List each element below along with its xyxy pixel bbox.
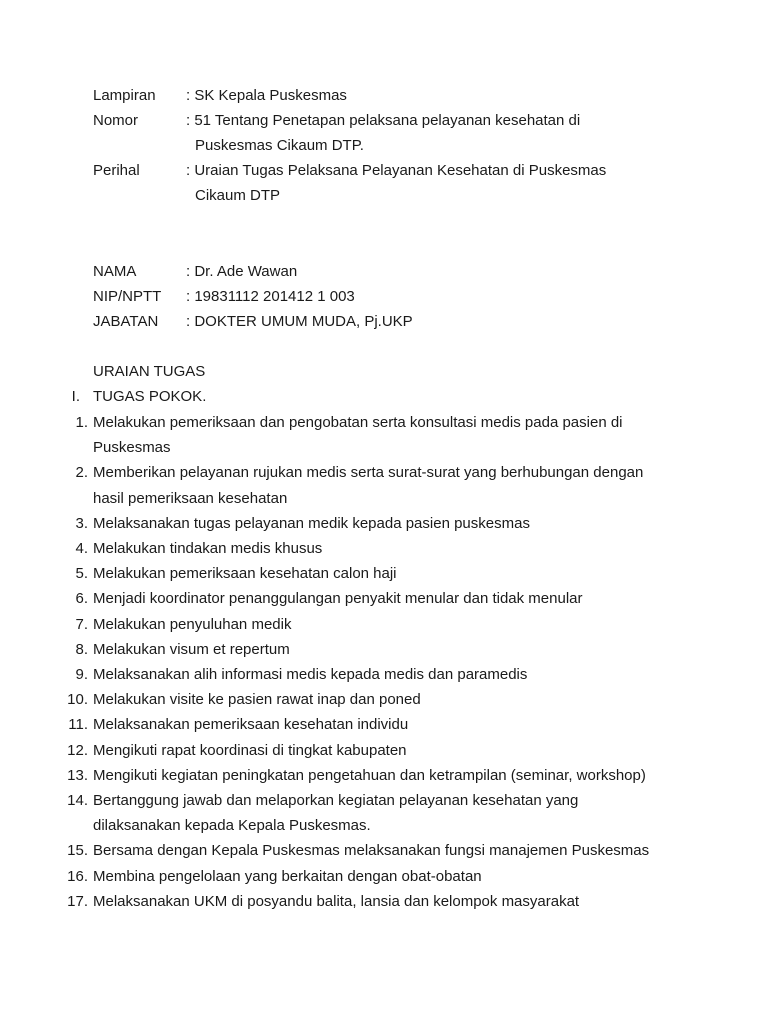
task-text: dilaksanakan kepada Kepala Puskesmas.: [93, 817, 371, 834]
task-text: hasil pemeriksaan kesehatan: [93, 490, 288, 507]
section-sub-number: I.: [71, 388, 80, 405]
nip-value: : 19831112 201412 1 003: [186, 288, 355, 305]
task-number: 3.: [75, 515, 88, 532]
task-text: Melakukan pemeriksaan dan pengobatan serta konsultasi medis pada pasien di: [93, 414, 623, 431]
task-number: 16.: [67, 868, 88, 885]
task-number: 12.: [67, 742, 88, 759]
task-text: Memberikan pelayanan rujukan medis serta surat-surat yang berhubungan dengan: [93, 464, 644, 481]
task-text: Melakukan tindakan medis khusus: [93, 540, 323, 557]
task-number: 17.: [67, 893, 88, 910]
task-text: Melakukan visite ke pasien rawat inap dan poned: [93, 691, 421, 708]
task-text: Melaksanakan alih informasi medis kepada medis dan paramedis: [93, 666, 528, 683]
task-number: 14.: [67, 792, 88, 809]
task-number: 2.: [75, 464, 88, 481]
nomor-value-line-1: : 51 Tentang Penetapan pelaksana pelayanan kesehatan di: [186, 112, 581, 129]
jabatan-label: JABATAN: [93, 313, 159, 330]
nomor-value-line-2: Puskesmas Cikaum DTP.: [195, 137, 364, 154]
task-text: Melakukan visum et repertum: [93, 641, 290, 658]
lampiran-label: Lampiran: [93, 87, 156, 104]
perihal-value-line-2: Cikaum DTP: [195, 187, 281, 204]
task-text: Melakukan pemeriksaan kesehatan calon haji: [93, 565, 397, 582]
task-number: 6.: [75, 590, 88, 607]
task-text: Mengikuti rapat koordinasi di tingkat kabupaten: [93, 742, 407, 759]
task-number: 15.: [67, 842, 88, 859]
task-number: 4.: [75, 540, 88, 557]
task-text: Melakukan penyuluhan medik: [93, 616, 292, 633]
task-number: 13.: [67, 767, 88, 784]
task-number: 7.: [75, 616, 88, 633]
nama-label: NAMA: [93, 263, 137, 280]
task-text: Melaksanakan tugas pelayanan medik kepada pasien puskesmas: [93, 515, 530, 532]
task-text: Melaksanakan UKM di posyandu balita, lansia dan kelompok masyarakat: [93, 893, 580, 910]
section-sub-title: TUGAS POKOK.: [93, 388, 207, 405]
task-text: Bertanggung jawab dan melaporkan kegiatan pelayanan kesehatan yang: [93, 792, 579, 809]
task-text: Membina pengelolaan yang berkaitan dengan obat-obatan: [93, 868, 482, 885]
task-text: Mengikuti kegiatan peningkatan pengetahuan dan ketrampilan (seminar, workshop): [93, 767, 646, 784]
task-number: 9.: [75, 666, 88, 683]
task-number: 8.: [75, 641, 88, 658]
task-number: 11.: [68, 716, 88, 733]
perihal-value-line-1: : Uraian Tugas Pelaksana Pelayanan Kesehatan di Puskesmas: [186, 162, 607, 179]
task-number: 5.: [75, 565, 88, 582]
task-text: Bersama dengan Kepala Puskesmas melaksanakan fungsi manajemen Puskesmas: [93, 842, 650, 859]
task-text: Menjadi koordinator penanggulangan penyakit menular dan tidak menular: [93, 590, 583, 607]
section-title: URAIAN TUGAS: [93, 363, 206, 380]
nomor-label: Nomor: [93, 112, 139, 129]
task-text: Puskesmas: [93, 439, 171, 456]
lampiran-value: : SK Kepala Puskesmas: [186, 87, 347, 104]
task-text: Melaksanakan pemeriksaan kesehatan individu: [93, 716, 409, 733]
task-number: 10.: [67, 691, 88, 708]
nip-label: NIP/NPTT: [93, 288, 162, 305]
task-number: 1.: [75, 414, 88, 431]
perihal-label: Perihal: [93, 162, 140, 179]
jabatan-value: : DOKTER UMUM MUDA, Pj.UKP: [186, 313, 413, 330]
nama-value: : Dr. Ade Wawan: [186, 263, 298, 280]
